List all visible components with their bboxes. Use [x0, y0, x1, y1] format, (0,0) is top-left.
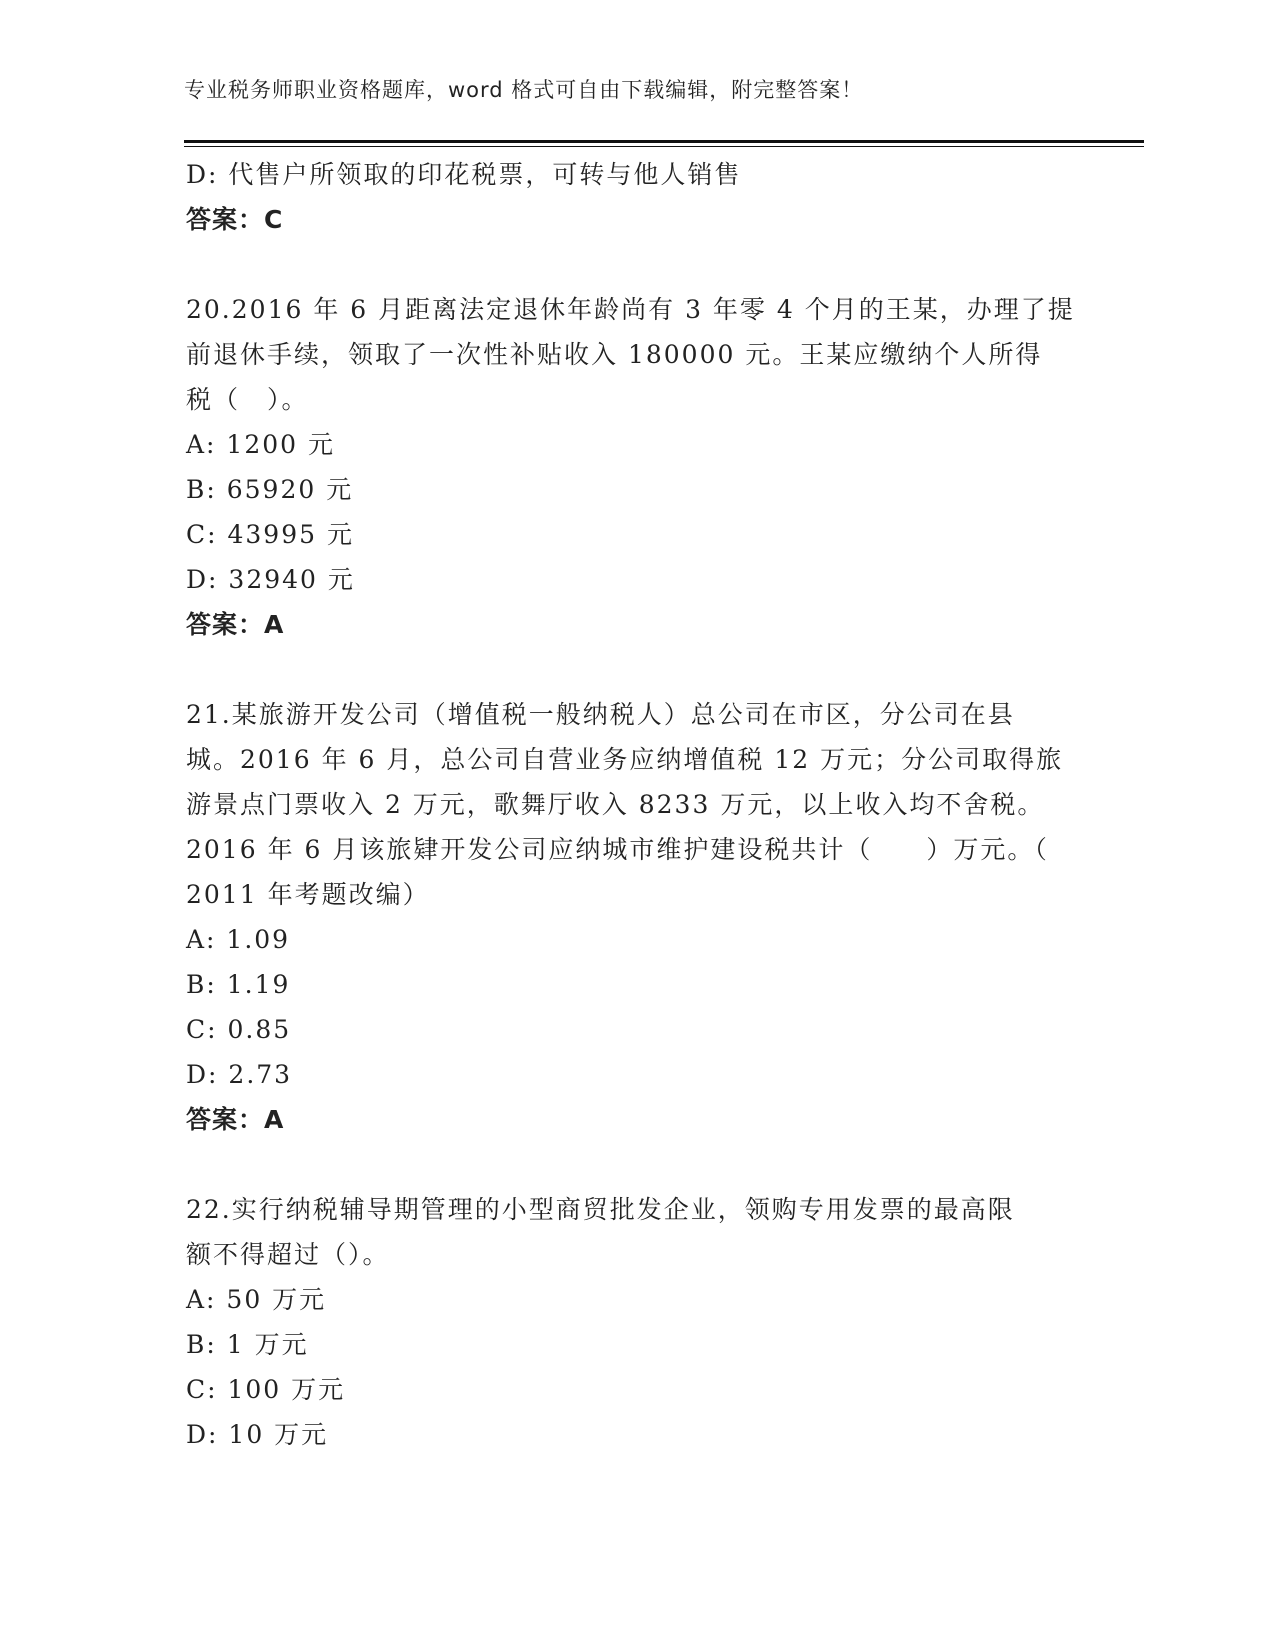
question-22: [186, 1187, 1086, 1457]
question-21: [186, 692, 1086, 1142]
option-d: D: 代售户所领取的印花税票，可转与他人销售: [186, 160, 742, 189]
option-c: C: 43995 元: [186, 520, 354, 549]
answer: 答案：C: [186, 205, 284, 234]
question-text-line: 21.某旅游开发公司（增值税一般纳税人）总公司在市区，分公司在县: [186, 700, 1015, 729]
option-a: A: 1200 元: [186, 430, 335, 459]
option-a: A: 1.09: [186, 925, 291, 954]
option-d: D: 10 万元: [186, 1420, 329, 1449]
option-b: B: 1 万元: [186, 1330, 309, 1359]
option-c: C: 100 万元: [186, 1375, 346, 1404]
question-content: [186, 152, 1086, 1457]
question-text-line: 2016 年 6 月该旅肄开发公司应纳城市维护建设税共计（ ）万元。（: [186, 835, 1049, 864]
question-text-line: 额不得超过（）。: [186, 1240, 390, 1269]
option-b: B: 1.19: [186, 970, 291, 999]
question-text-line: 2011 年考题改编）: [186, 880, 430, 909]
question-text-line: 22.实行纳税辅导期管理的小型商贸批发企业，领购专用发票的最高限: [186, 1195, 1015, 1224]
option-b: B: 65920 元: [186, 475, 354, 504]
question-20: [186, 287, 1086, 647]
header-divider: [184, 140, 1144, 143]
header-divider-thin: [184, 146, 1144, 147]
page-header: 专业税务师职业资格题库，word 格式可自由下载编辑，附完整答案！: [184, 78, 864, 102]
option-a: A: 50 万元: [186, 1285, 327, 1314]
option-c: C: 0.85: [186, 1015, 292, 1044]
answer: 答案：A: [186, 1105, 285, 1134]
question-text-line: 城。2016 年 6 月，总公司自营业务应纳增值税 12 万元；分公司取得旅: [186, 745, 1064, 774]
spacer: [186, 647, 1086, 692]
question-text-line: 税（ ）。: [186, 385, 309, 414]
question-text-line: 前退休手续，领取了一次性补贴收入 180000 元。王某应缴纳个人所得: [186, 340, 1043, 369]
spacer: [186, 242, 1086, 287]
answer: 答案：A: [186, 610, 285, 639]
option-d: D: 2.73: [186, 1060, 293, 1089]
spacer: [186, 1142, 1086, 1187]
question-text-line: 游景点门票收入 2 万元，歌舞厅收入 8233 万元，以上收入均不舍税。: [186, 790, 1045, 819]
option-d: D: 32940 元: [186, 565, 355, 594]
question-text-line: 20.2016 年 6 月距离法定退休年龄尚有 3 年零 4 个月的王某，办理了提: [186, 295, 1075, 324]
